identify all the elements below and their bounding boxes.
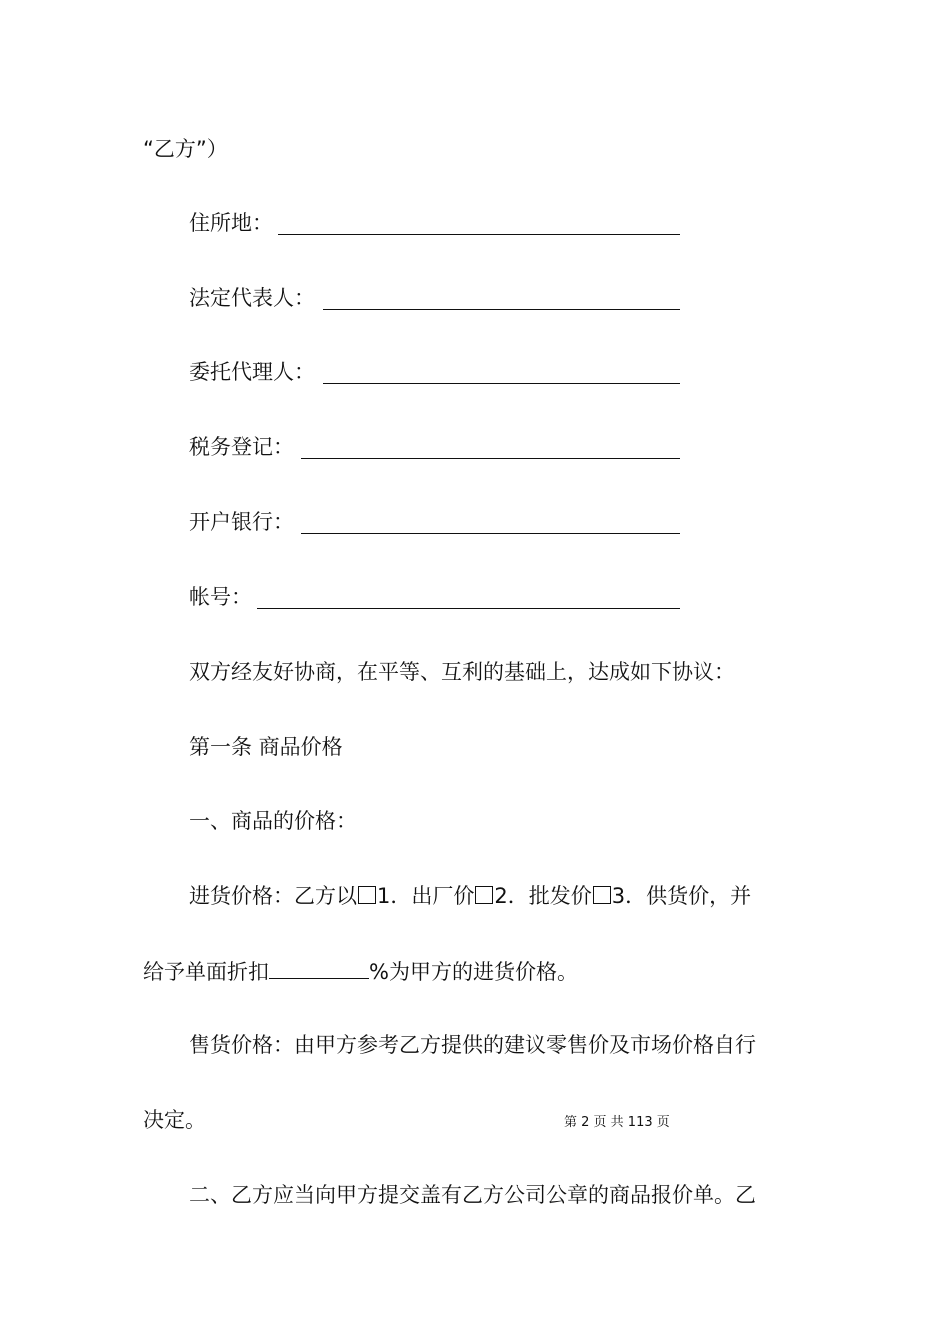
account-underline (257, 608, 680, 609)
bank-field (189, 507, 294, 537)
account-field (189, 582, 252, 612)
discount-tail: %为甲方的进货价格。 (369, 960, 578, 984)
discount-line (143, 956, 578, 987)
checkbox-factory-price[interactable] (358, 886, 376, 904)
tax-underline (301, 458, 680, 459)
purchase-price-label: 进货价格：乙方以 (189, 884, 357, 908)
discount-blank[interactable] (269, 956, 369, 979)
tax-field (189, 432, 294, 462)
address-underline (278, 234, 680, 235)
legal-rep-label: 法定代表人： (189, 286, 315, 310)
checkbox-supply-price[interactable] (593, 886, 611, 904)
agent-underline (323, 383, 680, 384)
address-field (189, 208, 273, 238)
party-b-closing: “乙方”） (143, 137, 228, 161)
section-1-heading: 一、商品的价格： (189, 809, 357, 833)
account-label: 帐号： (189, 585, 252, 609)
article-1-heading: 第一条 商品价格 (189, 735, 343, 759)
address-label: 住所地： (189, 211, 273, 235)
agent-field (189, 357, 315, 387)
legal-rep-underline (323, 309, 680, 310)
bank-label: 开户银行： (189, 510, 294, 534)
option-supply-price: 3．供货价，并 (611, 884, 752, 908)
purchase-price-line (189, 881, 751, 911)
sale-price-continuation: 决定。 (143, 1108, 206, 1132)
agent-label: 委托代理人： (189, 360, 315, 384)
section-2-paragraph: 二、乙方应当向甲方提交盖有乙方公司公章的商品报价单。乙 (189, 1183, 756, 1207)
legal-rep-field (189, 283, 315, 313)
sale-price-line: 售货价格：由甲方参考乙方提供的建议零售价及市场价格自行 (189, 1033, 756, 1057)
bank-underline (301, 533, 680, 534)
checkbox-wholesale-price[interactable] (475, 886, 493, 904)
option-wholesale-price: 2．批发价 (494, 884, 592, 908)
discount-label: 给予单面折扣 (143, 960, 269, 984)
option-factory-price: 1．出厂价 (377, 884, 475, 908)
tax-label: 税务登记： (189, 435, 294, 459)
intro-paragraph: 双方经友好协商，在平等、互利的基础上，达成如下协议： (189, 660, 735, 684)
page-number: 第 2 页 共 113 页 (564, 1115, 670, 1130)
